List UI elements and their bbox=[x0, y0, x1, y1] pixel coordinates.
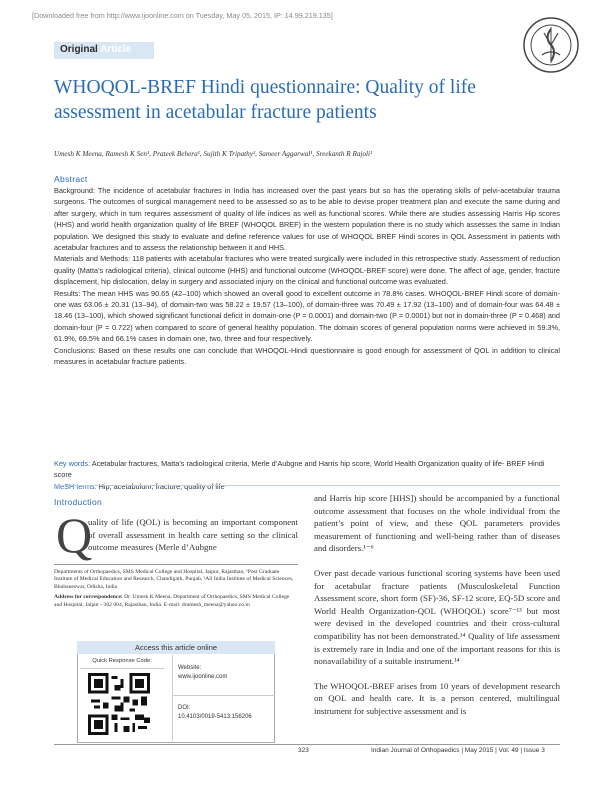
website-info bbox=[178, 664, 227, 682]
abstract-results: Results: The mean HHS was 90.65 (42–100) which showed an overall good to excellent outcome in 78.8% cases. WHOQOL-BREF Hindi score of domain-one was 63.06 ± 20.31 (13–94), of domain-two was 58.22 ± 19.57 (13–100), of domain-three was 70.49 ± 17.92 (13–100) and of domain-four was 64.48 ± 18.46 (13–100), which showed significant functional deficit in domain-one (P = 0.0001) and domain-two (P = 0.0001) but not in domain-three (P = 0.468) and domain-four (P = 0.722) when compared to score of general healthy population. The domain scores of general population norms were achieved in 59.3%, 61.9%, 69.5% and 66.1% cases in domain one, two, three and four respectively. bbox=[54, 288, 560, 344]
article-title: WHOQOL-BREF Hindi questionnaire: Quality of life assessment in acetabular fracture patients bbox=[54, 77, 476, 123]
abstract-heading: Abstract bbox=[54, 174, 88, 184]
correspondence-label: Address for correspondence: bbox=[54, 594, 123, 601]
section-divider bbox=[54, 485, 560, 486]
journal-emblem-icon bbox=[522, 15, 580, 75]
footer-divider bbox=[54, 744, 560, 745]
mesh-label: MeSH terms: bbox=[54, 481, 97, 491]
article-type-part2: Article bbox=[97, 44, 132, 55]
keywords-label: Key words: bbox=[54, 459, 91, 468]
author-list: Umesh K Meena, Ramesh K Sen¹, Prateek Behera¹, Sujith K Tripathy², Sameer Aggarwal¹, Sreekanth R Rajoli¹ bbox=[54, 150, 373, 158]
download-banner: [Downloaded free from http://www.ijoonline.com on Tuesday, May 05, 2015, IP: 14.99.219.135] bbox=[32, 11, 333, 20]
website-label: Website: bbox=[178, 665, 202, 671]
article-type-label bbox=[54, 42, 154, 59]
affiliation-footnote bbox=[54, 569, 298, 609]
footnote-divider bbox=[54, 564, 298, 565]
abstract-body bbox=[54, 185, 560, 368]
qr-code-icon[interactable] bbox=[88, 673, 150, 735]
intro-paragraph: The WHOQOL-BREF arises from 10 years of development research on QOL and health care. It is a person centered, multilingual instrument for subjective assessment and is bbox=[314, 680, 560, 716]
keywords-block bbox=[54, 458, 560, 492]
abstract-background: Background: The incidence of acetabular fractures in India has increased over the past years but so has the operating skills of pelvi-acetabular trauma surgeons. The outcomes of surgical management need to be assessed so as to be able to devise proper treatment plan and execute the same during and after surgery, which in turn requires assessment of quality of life indices as well as functional scores. While there are studies assessing Harris Hip scores (HHS) and world health organization quality of life BREF (WHOQOL BREF) in the western population there is no study which assesses the same in Indian population. We designed this study to evaluate and define reference values for use of WHOQOL BREF Hindi scores in QOL Assessment in patients with acetabular fractures and to assess the relationship between it and HHS. bbox=[54, 186, 560, 253]
article-type-part1: Original bbox=[60, 44, 98, 55]
qr-label: Quick Response Code: bbox=[80, 658, 164, 669]
mesh-text: Hip, acetabulum, fracture, quality of life bbox=[96, 481, 225, 491]
doi-label: DOI: bbox=[178, 705, 191, 711]
access-box-divider bbox=[172, 655, 173, 741]
page-number: 323 bbox=[298, 747, 309, 754]
abstract-methods: Materials and Methods: 118 patients with acetabular fractures who were treated surgically were included in this retrospective study. Assessment of reduction quality (Matta’s radiological criteria), clinical outcome (HHS) and functional outcome (WHOQOL-BREF score) were done. The affect of age, gender, fracture displacement, hip dislocation, delay in surgery and associated injury on the clinical and functional outcome was evaluated. bbox=[54, 254, 560, 287]
doi-info bbox=[178, 704, 252, 722]
intro-paragraph: and Harris hip score [HHS]) should be accompanied by a functional outcome assessment that focuses on the whole individual from the patient’s point of view, and these QOL parameters provides measurement of functioning and well-being rather than of diseases and disorders.¹⁻⁶ bbox=[314, 493, 560, 554]
website-link[interactable]: www.ijoonline.com bbox=[178, 674, 228, 680]
affiliation-text: Departments of Orthopaedics, SMS Medical College and Hospital, Jaipur, Rajasthan, ¹Post Graduate Institute of Medical Education and Research, Chandigarh, Punjab, ²All India Institute of Medical Sciences, Bhubaneswar, Odisha, India bbox=[54, 569, 294, 590]
doi-value[interactable]: 10.4103/0019-5413.156206 bbox=[178, 714, 252, 720]
access-heading: Access this article online bbox=[77, 641, 275, 654]
introduction-heading: Introduction bbox=[54, 497, 103, 507]
intro-paragraph: Over past decade various functional scoring systems have been used for acetabular fracture patients (Musculoskeletal Function Assessment score, short form (SF)-36, SF-12 score, EQ-5D score and World Health Organization-QOL (WHOQOL) score⁷⁻¹³ but most were devised in the developed countries and their cross-cultural compatibility has not been demonstrated.¹⁴ Quality of life assessment is extremely rare in India and one of the important reasons for this is nonavailability of a suitable instrument.¹⁴ bbox=[314, 567, 560, 667]
correspondence-text: Dr. Umesh K Meena, Department of Orthopaedics, SMS Medical College and Hospital, Jaipur - 302 004, Rajasthan, India. E-mail: drumesh_meena@yahoo.co.in bbox=[54, 594, 290, 608]
intro-right-column bbox=[314, 492, 560, 730]
journal-footer: Indian Journal of Orthopaedics | May 2015 | Vol. 49 | Issue 3 bbox=[371, 747, 545, 754]
access-box-divider bbox=[172, 695, 275, 696]
abstract-conclusions: Conclusions: Based on these results one can conclude that WHOQOL-Hindi questionnaire is good enough for assessment of QOL in addition to clinical measures in acetabular fracture patients. bbox=[54, 345, 560, 367]
keywords-text: Acetabular fractures, Matta’s radiological criteria, Merle d’Aubgne and Harris hip score, World Health Organization quality of life- BREF Hindi score bbox=[54, 459, 545, 480]
drop-cap: Q bbox=[56, 507, 93, 563]
intro-left-text: uality of life (QOL) is becoming an important component of overall assessment in health care setting so the clinical outcome measures (Merle d’Aubgne bbox=[88, 517, 298, 553]
